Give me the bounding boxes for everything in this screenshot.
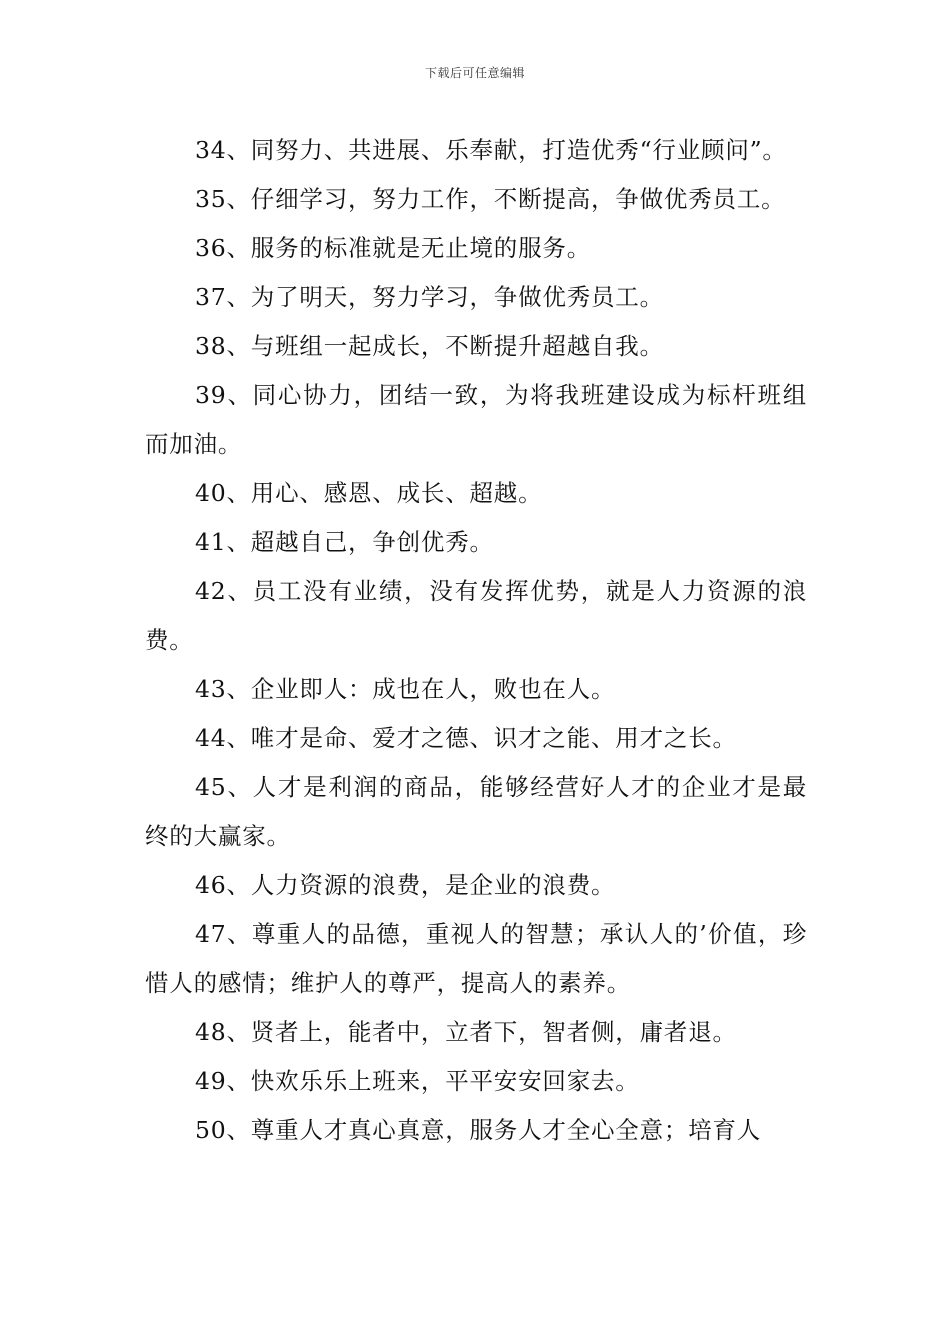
paragraph-48: 48、贤者上，能者中，立者下，智者侧，庸者退。 [195, 1018, 737, 1046]
paragraph-34: 34、同努力、共进展、乐奉献，打造优秀“行业顾问”。 [195, 136, 787, 164]
paragraph-43: 43、企业即人：成也在人，败也在人。 [195, 675, 616, 703]
paragraph-44: 44、唯才是命、爱才之德、识才之能、用才之长。 [195, 724, 737, 752]
paragraph-39: 39、同心协力，团结一致，为将我班建设成为标杆班组而加油。 [145, 381, 807, 458]
paragraph-40: 40、用心、感恩、成长、超越。 [195, 479, 543, 507]
paragraph-49: 49、快欢乐乐上班来，平平安安回家去。 [195, 1067, 640, 1095]
paragraph-50: 50、尊重人才真心真意，服务人才全心全意；培育人 [195, 1116, 762, 1144]
paragraph-45: 45、人才是利润的商品，能够经营好人才的企业才是最终的大赢家。 [145, 773, 807, 850]
paragraph-35: 35、仔细学习，努力工作，不断提高，争做优秀员工。 [195, 185, 786, 213]
document-body [145, 126, 807, 1155]
paragraph-47: 47、尊重人的品德，重视人的智慧；承认人的’价值，珍惜人的感情；维护人的尊严，提高人的素养。 [145, 920, 807, 997]
paragraph-42: 42、员工没有业绩，没有发挥优势，就是人力资源的浪费。 [145, 577, 807, 654]
paragraph-36: 36、服务的标准就是无止境的服务。 [195, 234, 592, 262]
page-header: 下载后可任意编辑 [424, 66, 525, 80]
paragraph-41: 41、超越自己，争创优秀。 [195, 528, 494, 556]
paragraph-37: 37、为了明天，努力学习，争做优秀员工。 [195, 283, 664, 311]
paragraph-38: 38、与班组一起成长，不断提升超越自我。 [195, 332, 664, 360]
paragraph-46: 46、人力资源的浪费，是企业的浪费。 [195, 871, 616, 899]
